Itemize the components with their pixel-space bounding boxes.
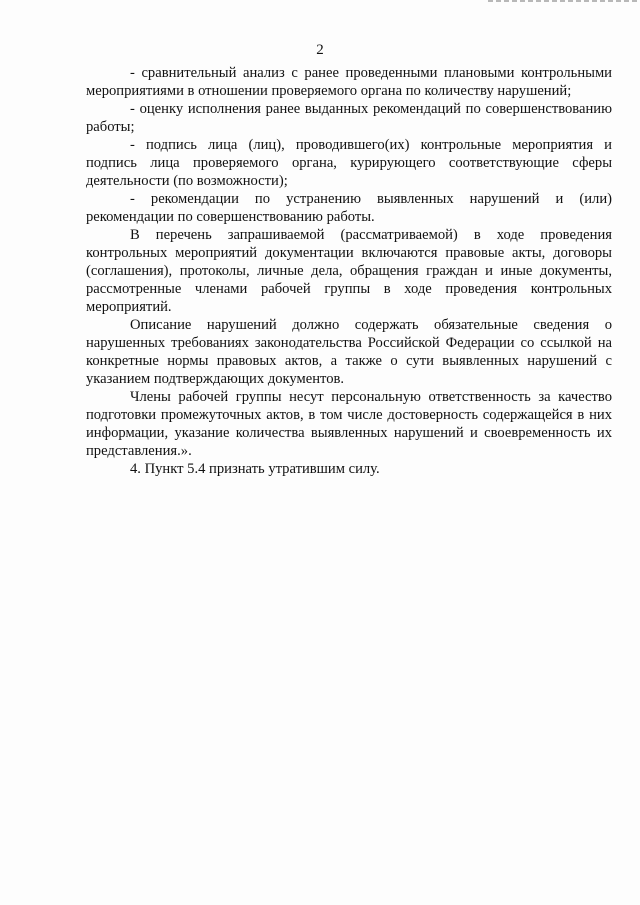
scan-edge-mark: [488, 0, 640, 2]
paragraph-documentation-list: В перечень запрашиваемой (рассматриваемой) в ходе проведения контрольных мероприятий документации включаются правовые акты, договоры (соглашения), протоколы, личные дела, обращения граждан и иные документы, рассмотренные членами рабочей группы в ходе проведения контрольных мероприятий.: [86, 227, 612, 315]
list-item-comparative-analysis: - сравнительный анализ с ранее проведенными плановыми контрольными мероприятиями в отношении проверяемого органа по количеству нарушений;: [86, 65, 612, 99]
page-number: 2: [316, 42, 324, 58]
list-item-signatures: - подпись лица (лиц), проводившего(их) контрольные мероприятия и подпись лица проверяемого органа, курирующего соответствующие сферы деятельности (по возможности);: [86, 137, 612, 189]
paragraph-violation-description: Описание нарушений должно содержать обязательные сведения о нарушенных требованиях законодательства Российской Федерации со ссылкой на конкретные нормы правовых актов, а также о сути выявленных нарушений с указанием подтверждающих документов.: [86, 317, 612, 387]
paragraph-responsibility: Члены рабочей группы несут персональную ответственность за качество подготовки промежуточных актов, в том числе достоверность содержащейся в них информации, указание количества выявленных нарушений и своевременность их представления.».: [86, 389, 612, 459]
list-item-recommendations: - рекомендации по устранению выявленных нарушений и (или) рекомендации по совершенствованию работы.: [86, 191, 612, 225]
paragraph-clause-5-4: 4. Пункт 5.4 признать утратившим силу.: [130, 461, 380, 477]
document-body: [86, 64, 612, 478]
list-item-assessment: - оценку исполнения ранее выданных рекомендаций по совершенствованию работы;: [86, 101, 612, 135]
